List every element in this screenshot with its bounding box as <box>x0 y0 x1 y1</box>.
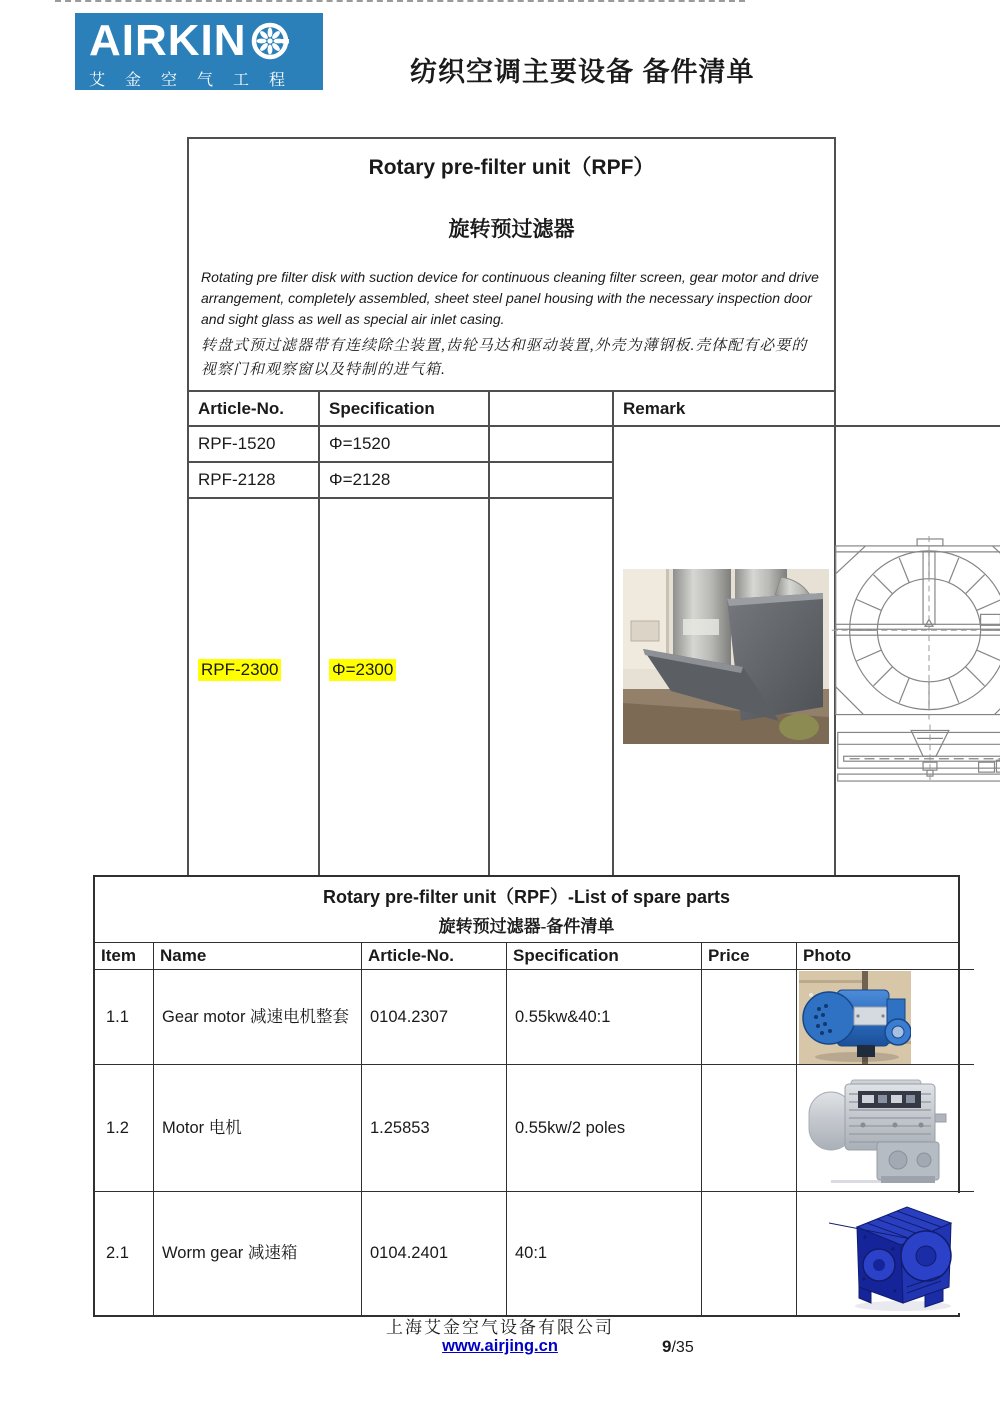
highlighted-spec-text: Φ=2300 <box>329 659 396 681</box>
airking-logo <box>75 13 323 90</box>
cell-spec: 40:1 <box>507 1192 702 1315</box>
duct-installation-photo <box>623 569 829 744</box>
product-description <box>189 257 834 392</box>
page-number-current: 9 <box>662 1337 672 1356</box>
column-header-blank <box>490 392 614 427</box>
fan-g-icon <box>249 20 291 62</box>
product-table-title <box>189 151 834 243</box>
highlighted-article-text: RPF-2300 <box>198 659 281 681</box>
spare-parts-grid <box>95 943 958 1315</box>
column-header-photo: Photo <box>797 943 974 970</box>
cell-name: Motor 电机 <box>154 1065 362 1192</box>
table-row-cell-spec-highlighted <box>320 499 490 876</box>
footer-website-link[interactable]: www.airjing.cn <box>442 1337 558 1355</box>
cell-spec: 0.55kw/2 poles <box>507 1065 702 1192</box>
column-header-specification: Specification <box>507 943 702 970</box>
remark-photos-cell <box>614 427 1000 876</box>
cell-article: 0104.2307 <box>362 970 507 1065</box>
cell-name: Worm gear 减速箱 <box>154 1192 362 1315</box>
cell-item: 1.1 <box>95 970 154 1065</box>
column-header-article-no: Article-No. <box>189 392 320 427</box>
footer-company-name: 上海艾金空气设备有限公司 <box>386 1318 614 1337</box>
table-row-cell-empty <box>490 463 614 499</box>
blue-worm-gearbox-photo <box>829 1193 974 1313</box>
table-row-cell-article: RPF-2128 <box>189 463 320 499</box>
cell-price <box>702 970 797 1065</box>
product-description-zh: 转盘式预过滤器带有连续除尘装置,齿轮马达和驱动装置,外壳为薄钢板.壳体配有必要的视察门和观察窗以及特制的进气箱. <box>201 338 808 378</box>
table-row-cell-spec: Φ=1520 <box>320 427 490 463</box>
blue-gear-motor-photo <box>799 971 911 1064</box>
logo-brand-text: AIRKIN <box>89 16 247 65</box>
cell-photo <box>797 1065 974 1192</box>
cell-article: 0104.2401 <box>362 1192 507 1315</box>
cell-price <box>702 1065 797 1192</box>
column-header-price: Price <box>702 943 797 970</box>
page-top-dashed-line <box>55 0 745 2</box>
rotary-filter-technical-drawing <box>829 536 1000 786</box>
product-table-grid <box>189 392 834 876</box>
column-header-remark: Remark <box>614 392 1000 427</box>
spare-parts-title-zh: 旋转预过滤器-备件清单 <box>438 917 615 936</box>
cell-price <box>702 1192 797 1315</box>
page-number-total: /35 <box>671 1339 694 1356</box>
cell-name: Gear motor 减速电机整套 <box>154 970 362 1065</box>
table-row-cell-spec: Φ=2128 <box>320 463 490 499</box>
column-header-article-no: Article-No. <box>362 943 507 970</box>
table-row-cell-empty <box>490 499 614 876</box>
spare-parts-title <box>95 877 958 943</box>
table-row-cell-article: RPF-1520 <box>189 427 320 463</box>
cell-photo <box>797 970 974 1065</box>
page-title: 纺织空调主要设备 备件清单 <box>410 57 755 87</box>
product-title-en: Rotary pre-filter unit（RPF） <box>368 156 655 179</box>
cell-item: 1.2 <box>95 1065 154 1192</box>
column-header-item: Item <box>95 943 154 970</box>
grey-motor-photo <box>801 1068 951 1186</box>
column-header-name: Name <box>154 943 362 970</box>
table-row-cell-article-highlighted <box>189 499 320 876</box>
cell-item: 2.1 <box>95 1192 154 1315</box>
footer-page-number <box>662 1337 694 1357</box>
column-header-specification: Specification <box>320 392 490 427</box>
spare-parts-title-en: Rotary pre-filter unit（RPF）-List of spare parts <box>322 887 731 907</box>
cell-spec: 0.55kw&40:1 <box>507 970 702 1065</box>
spare-parts-table <box>93 875 960 1317</box>
product-table <box>187 137 836 878</box>
logo-brand-row <box>89 18 311 64</box>
product-description-en: Rotating pre filter disk with suction device for continuous cleaning filter screen, gear motor and drive arrangement, completely assembled, sheet steel panel housing with the necessary inspection door and sight glass as well as special air inlet casing. <box>201 269 819 327</box>
footer-website-row <box>0 1337 1000 1356</box>
product-title-zh: 旋转预过滤器 <box>448 217 575 241</box>
table-row-cell-empty <box>490 427 614 463</box>
logo-subtitle: 艾金空气工程 <box>89 72 306 89</box>
cell-article: 1.25853 <box>362 1065 507 1192</box>
cell-photo <box>797 1192 974 1315</box>
